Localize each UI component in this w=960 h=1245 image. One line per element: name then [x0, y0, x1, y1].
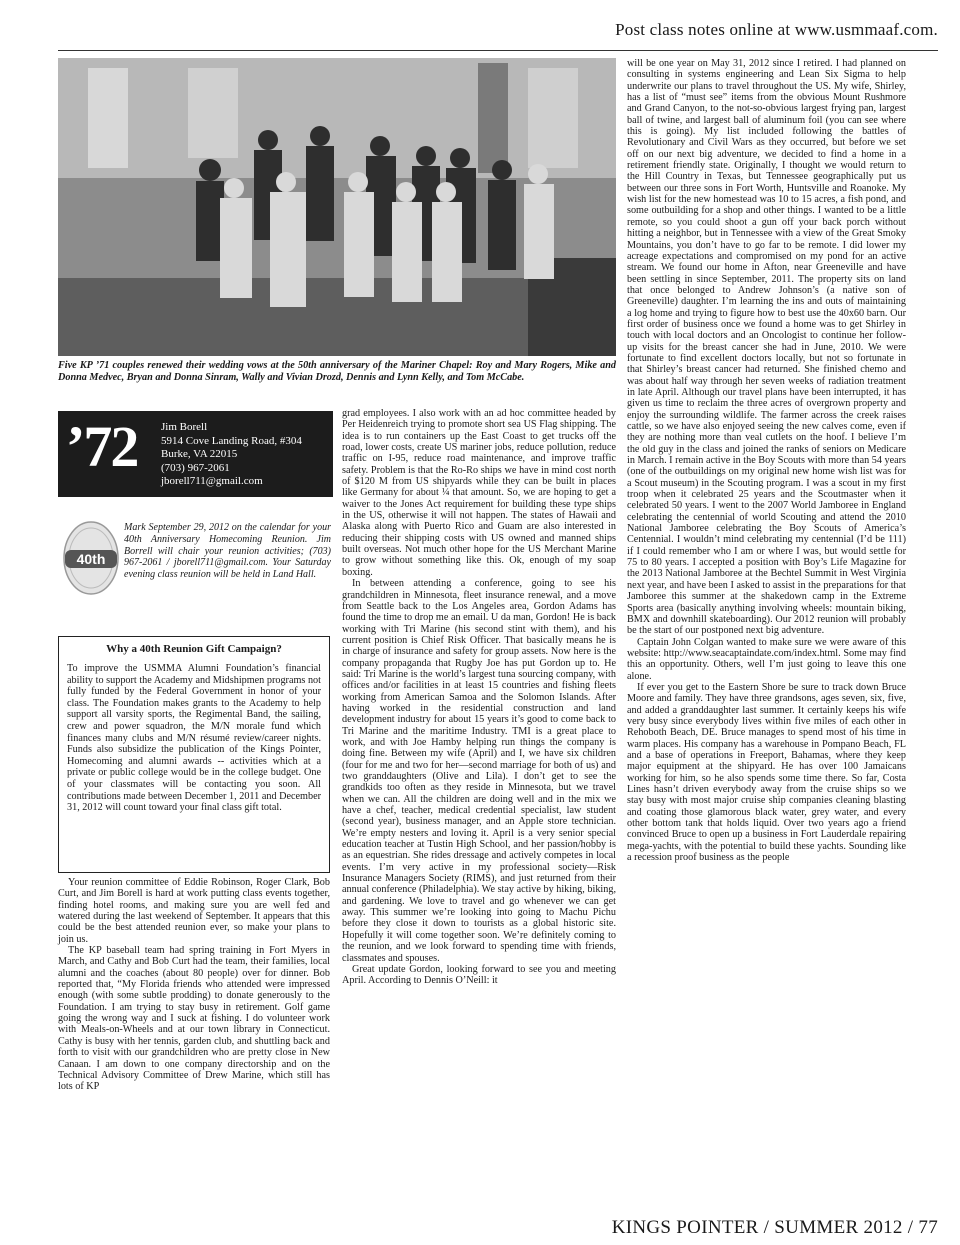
secretary-address-line1: 5914 Cove Landing Road, #304 — [161, 434, 302, 447]
header-rule — [58, 50, 938, 51]
40th-reunion-badge-icon — [62, 520, 120, 598]
class-year: ’72 — [66, 414, 138, 479]
gift-campaign-title: Why a 40th Reunion Gift Campaign? — [106, 643, 282, 655]
secretary-address-line2: Burke, VA 22015 — [161, 448, 238, 461]
page-footer: KINGS POINTER / SUMMER 2012 / 77 — [611, 1217, 938, 1238]
secretary-email: jborell711@gmail.com — [161, 475, 263, 488]
class-year-box — [58, 411, 333, 497]
page-header: Post class notes online at www.usmmaaf.com. — [615, 20, 938, 39]
column-1 — [58, 877, 330, 1093]
paragraph: grad employees. I also work with an ad hoc committee headed by Per Heidenreich trying to promote short sea US Flag shipping. The idea is to run containers up the East Coast to get trucks off the road, lower costs, create US mariner jobs, reduce pollution, reduce traffic on I-95, reduce road maintenance, and improve traffic safety. Problem is that the Ro-Ro ships we have in mind cost north of $120 M from US shipyards while they can be built in places like Germany for about ¼ that amount. So, we are hoping to get a waiver to the Jones Act requirement for building these type ships in the US, otherwise it will not happen. The states of Hawaii and Alaska along with Puerto Rico and Guam are also interested in reducing their shipping costs with US owned and manned ships built overseas. Not much other hope for the US Merchant Marine to grow without something like this. Ok, enough of my soap boxing. — [342, 408, 616, 578]
paragraph: In between attending a conference, going to see his grandchildren in Minnesota, fleet insurance renewal, and a move from Seattle back to the Los Angeles area, Gordon Adams has found the time to drop me an email. U da man, Gordon! He is back working with Tri Marine (his second stint with them), and his current position is Chief Risk Officer. That basically means he is in charge of insurance and safety for group assets. Now here is the company propaganda that Rugby Joe has put Gordon up to. He said: Tri Marine is the world’s largest tuna sourcing company, with offices and/or facilities in at least 15 countries and fishing fleets working from American Samoa and the Solomon Islands. After having worked in the residential construction and land development industry for about 15 years it’s good to come back to Tri Marine and the maritime Industry. TMI is a great place to work, and with Joe Hamby helping run things the company is doing fine. Between my wife (April) and I, we have six children (four for me and two for her—second marriage for both of us) and two granddaughters (Olive and Lila). I don’t get to see the grandkids too often as they reside in Minnesota, but we travel when we can. All the children are doing well and in the mix we have a chef, teacher, medical credential specialist, law student (second year), business manager, and an Apple store technician. We’re empty nesters and loving it. April is a very senior special education teacher at Tustin High School, and her passion/hobby is as an equestrian. She rides dressage and actively competes in local events. I’m very active in my professional society—Risk Insurance Managers Society (RIMS), and just returned from their annual conference (Philadelphia). We stay active by hiking, biking, and gardening. We love to travel and go whenever we can get away. This summer we’re looking into going to Machu Pichu before they close it down to tourists as a global historic site. Hopefully it will come together soon. We’re definitely coming to the reunion, and we look forward to spending time with friends, classmates and spouses. — [342, 578, 616, 964]
photo-caption: Five KP ’71 couples renewed their wedding vows at the 50th anniversary of the Mariner Chapel: Roy and Mary Rogers, Mike and Donna Medvec, Bryan and Donna Sinram, Wally and Vivian Drozd, Dennis and Lynn Kelly, and Tom McCabe. — [58, 360, 616, 384]
secretary-name: Jim Borell — [161, 421, 208, 433]
gift-campaign-box — [58, 636, 330, 873]
paragraph: Your reunion committee of Eddie Robinson, Roger Clark, Bob Curt, and Jim Borell is hard at work putting class events together, finding hotel rooms, and making sure you are well fed and watered during the last weekend of September. It appears that this could be the best attended reunion ever, so make your plans to join us. — [58, 877, 330, 945]
paragraph: will be one year on May 31, 2012 since I retired. I had planned on consulting in systems engineering and Lean Six Sigma to help underwrite our plans to travel throughout the US. My wife, Shirley, has a list of “must see” items from the obvious Mount Rushmore and Grand Canyon, to the not-so-obvious largest frying pan, largest ball of twine, and largest ball of aluminum foil (you can see where this is going). My list included following the battles of Revolutionary and Civil Wars as they occurred, but before we set off on our next big adventure, we decided to find a home in a retirement friendly state. Originally, I thought we would return to the Hill Country in Texas, but Tennessee geographically put us between our three sons in Fort Worth, Huntsville and Roanoke. My wish list for the new homestead was 10 to 15 acres, a fish pond, and some outbuilding for a shop and other things. I wanted to be a little remote, so you could shoot a gun off your back porch without hitting a neighbor, but in Tennessee with a view of the Great Smoky Mountains, you don’t have to go far to be remote. I did lower my acreage expectations and compromised on my pond for an active stream. We found our home in Afton, near Greeneville and have been settling in since September, 2011. The property sits on land that once belonged to Andrew Johnson’s (a native son of Greeneville) daughter. I’m learning the ins and outs of maintaining a log home and trying to figure how to best use the 40x60 barn. Our first order of business once we found a home was to get Shirley in touch with local doctors and an Oncologist to continue her follow-up visits for the breast cancer she had in June, 2010. We were fortunate to find excellent doctors locally, but not so fortunate in that Shirley’s breast cancer had returned. She finished chemo and was about half way through her seven weeks of radiation treatment in late April. Although our travel plans have been interrupted, it has given us time to reclaim the three acres of overgrown property and enjoy the surrounding wildlife. The farmer across the creek raises cattle, so we have also enjoyed seeing the new calves come, even if they are nothing more than veal cutlets on the hoof. I believe I’m the old guy in the class and joined the ranks of seniors on Medicare in March. I remain active in the Boy Scouts with more than 54 years (one of the outbuildings on my original new home wish list was for a Scout museum) in the Scouting program. I was a scout in my first troop when it celebrated 25 years and the Scoutmaster when it celebrated 50 years. I went to the 2007 World Jamboree in England celebrating the centennial of world Scouting and attend the 2010 National Jamboree celebrating the Boy Scouts of America’s Centennial. I wouldn’t mind celebrating my centennial (I’d be 111) if I could remember who I am or where I was, but would settle for 75 to 80 years. I accepted a position with Boy’s Life Magazine for the 2013 National Jamboree at the Bechtel Summit in West Virginia next year, and have been I asked to assist in the preparations for that Jamboree this summer at the shakedown camp in the Extreme Sports area (basically anything involving wheels: mountain biking, BMX and downhill skateboarding). Our 2012 reunion will probably be the start of our postponed next big adventure. — [627, 58, 906, 637]
paragraph: If ever you get to the Eastern Shore be sure to track down Bruce Moore and family. They have three grandsons, ages seven, six, five, and added a granddaughter last summer. It certainly keeps his wife very busy since everybody lives within five miles of each other in Rehoboth Beach, DE. Bruce manages to spend most of his time in warm places. His company has a warehouse in Pompano Beach, FL and a base of operations in Freeport, Bahamas, where they keep major equipment at the shipyard. He has over 100 Jamaicans working for him, so he also spends some time there. So far, Costa Lines hasn’t driven everybody away from the cruise ships so we stay busy with most major cruise ship companies cleaning blasting and coating those glamorous black water, grey water, and every other bottom tank that holds liquid. Over two years ago a friend convinced Bruce to open up a business in Fort Lauderdale repairing mega-yachts, with the potential to build these yachts. Sounding like a recession proof business as the people — [627, 681, 906, 864]
secretary-phone: (703) 967-2061 — [161, 461, 230, 474]
class-secretary-contact — [161, 421, 302, 489]
column-2 — [342, 408, 616, 987]
paragraph: Captain John Colgan wanted to make sure we were aware of this website: http://www.seacaptaindate.com/index.html. Some may find this an opportunity. Others, well I’m just going to leave this one alone. — [627, 636, 906, 682]
paragraph: The KP baseball team had spring training in Fort Myers in March, and Cathy and Bob Curt had the team, their families, local alumni and the coaches (about 80 people) over for dinner. Bob reported that, “My Florida friends who attended were impressed enough (with some subtle prodding) to donate generously to the Foundation. I am trying to stay busy in retirement. Golf game going the wrong way and I suck at fishing. I do volunteer work with Meals-on-Wheels and at our town library in Connecticut. Cathy is busy with her tennis, garden club, and shuttling back and forth to visit with our grandchildren who are pretty close in New Canaan. I am down to one company directorship and on the Technical Advisory Committee of Drew Marine, which still has lots of KP — [58, 945, 330, 1093]
column-3 — [627, 58, 906, 863]
badge-label: 40th — [76, 551, 106, 567]
reunion-note: Mark September 29, 2012 on the calendar for your 40th Anniversary Homecoming Reunion. Jim Borrell will chair your reunion activities; (703) 967-2061 / jborell711@gmail.com. Your Saturday evening class reunion will be held in Land Hall. — [124, 522, 331, 581]
group-photo — [58, 58, 616, 356]
gift-campaign-body: To improve the USMMA Alumni Foundation’s financial ability to support the Academy and Midshipmen programs not fully funded by the Federal Government in honor of your class. The Foundation makes grants to the Academy to help support all varsity sports, the Regimental Band, the sailing, crew and power squadron, the M/N morale fund which finances many clubs and M/N résumé review/career nights. Funds also subsidize the publication of the Kings Pointer, Homecoming and alumni awards -- activities which at a private or public college would be in the college budget. One of your classmates will be contacting you soon. All contributions made between December 1, 2011 and December 31, 2012 will count toward your final class gift total. — [67, 663, 321, 814]
paragraph: Great update Gordon, looking forward to see you and meeting April. According to Dennis O’Neill: it — [342, 963, 616, 987]
